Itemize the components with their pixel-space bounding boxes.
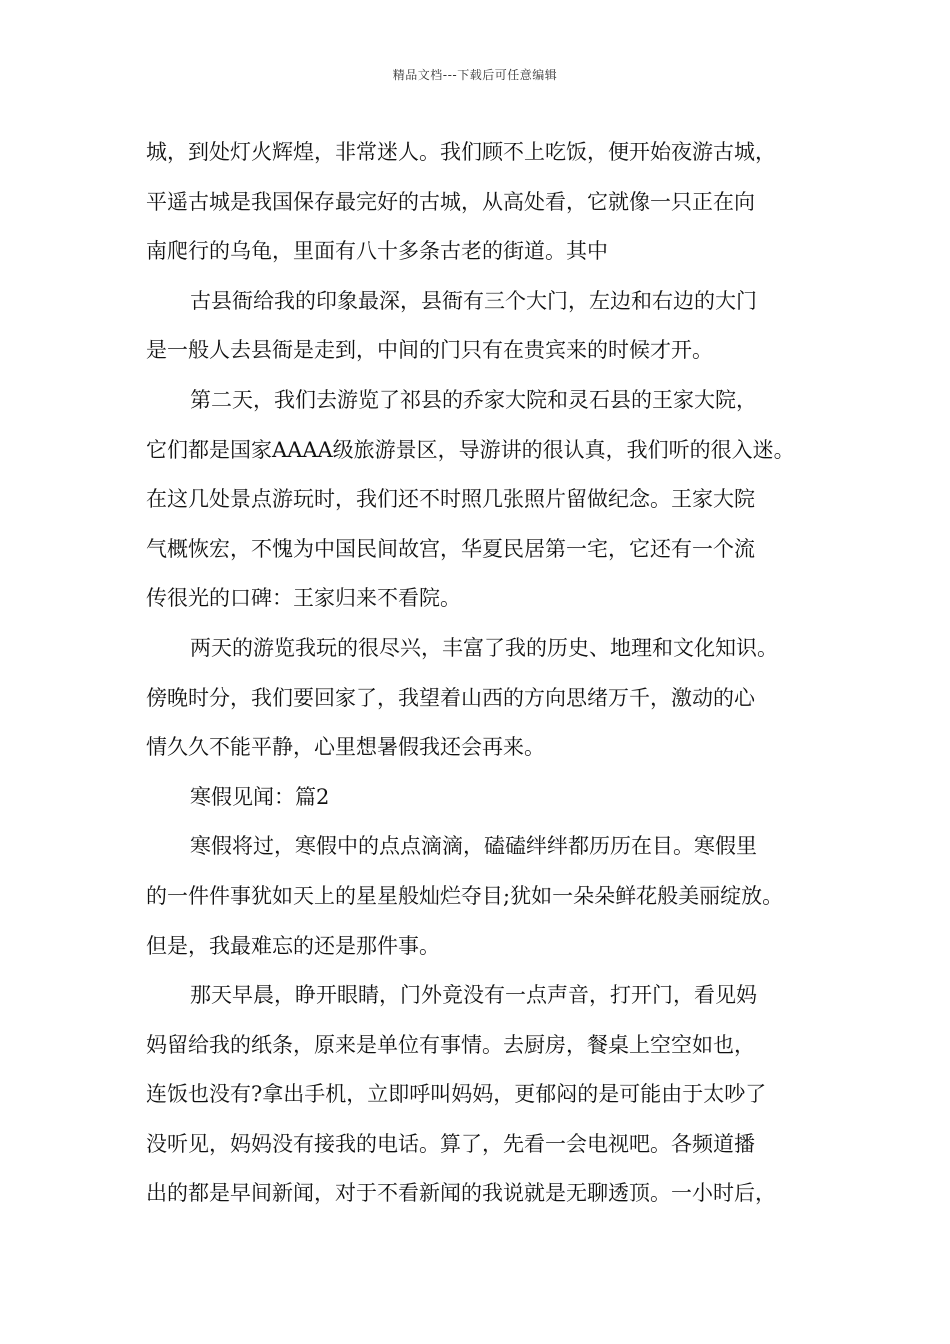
text-line: 妈留给我的纸条，原来是单位有事情。去厨房，餐桌上空空如也， <box>146 1032 755 1057</box>
text-line: 寒假将过，寒假中的点点滴滴，磕磕绊绊都历历在目。寒假里 <box>190 834 757 859</box>
text-line: 出的都是早间新闻，对于不看新闻的我说就是无聊透顶。一小时后， <box>146 1181 776 1206</box>
text-line: 它们都是国家AAAA级旅游景区，导游讲的很认真，我们听的很入迷。 <box>146 437 795 462</box>
text-line: 城，到处灯火辉煌，非常迷人。我们顾不上吃饭，便开始夜游古城， <box>146 140 776 164</box>
text-line: 是一般人去县衙是走到，中间的门只有在贵宾来的时候才开。 <box>146 338 713 363</box>
text-line: 在这几处景点游玩时，我们还不时照几张照片留做纪念。王家大院 <box>146 487 755 512</box>
text-line: 平遥古城是我国保存最完好的古城，从高处看，它就像一只正在向 <box>146 189 755 214</box>
text-line: 的一件件事犹如天上的星星般灿烂夺目;犹如一朵朵鲜花般美丽绽放。 <box>146 883 784 908</box>
text-line: 第二天，我们去游览了祁县的乔家大院和灵石县的王家大院， <box>190 387 757 412</box>
section-heading: 寒假见闻：篇2 <box>190 784 330 809</box>
document-body <box>146 128 846 1219</box>
text-line: 两天的游览我玩的很尽兴，丰富了我的历史、地理和文化知识。 <box>190 635 778 660</box>
text-line: 但是，我最难忘的还是那件事。 <box>146 933 440 958</box>
text-line: 传很光的口碑：王家归来不看院。 <box>146 586 461 611</box>
text-line: 没听见，妈妈没有接我的电话。算了，先看一会电视吧。各频道播 <box>146 1131 755 1156</box>
text-line: 那天早晨，睁开眼睛，门外竟没有一点声音，打开门，看见妈 <box>190 983 757 1008</box>
text-line: 古县衙给我的印象最深，县衙有三个大门，左边和右边的大门 <box>190 288 757 313</box>
page-header: 精品文档---下载后可任意编辑 <box>392 68 558 82</box>
text-line: 情久久不能平静，心里想暑假我还会再来。 <box>146 735 545 760</box>
text-line: 傍晚时分，我们要回家了，我望着山西的方向思绪万千，激动的心 <box>146 685 755 710</box>
text-line: 南爬行的乌龟，里面有八十多条古老的街道。其中 <box>146 239 608 264</box>
text-line: 气概恢宏，不愧为中国民间故宫，华夏民居第一宅，它还有一个流 <box>146 536 755 561</box>
text-line: 连饭也没有?拿出手机，立即呼叫妈妈，更郁闷的是可能由于太吵了 <box>146 1082 767 1107</box>
